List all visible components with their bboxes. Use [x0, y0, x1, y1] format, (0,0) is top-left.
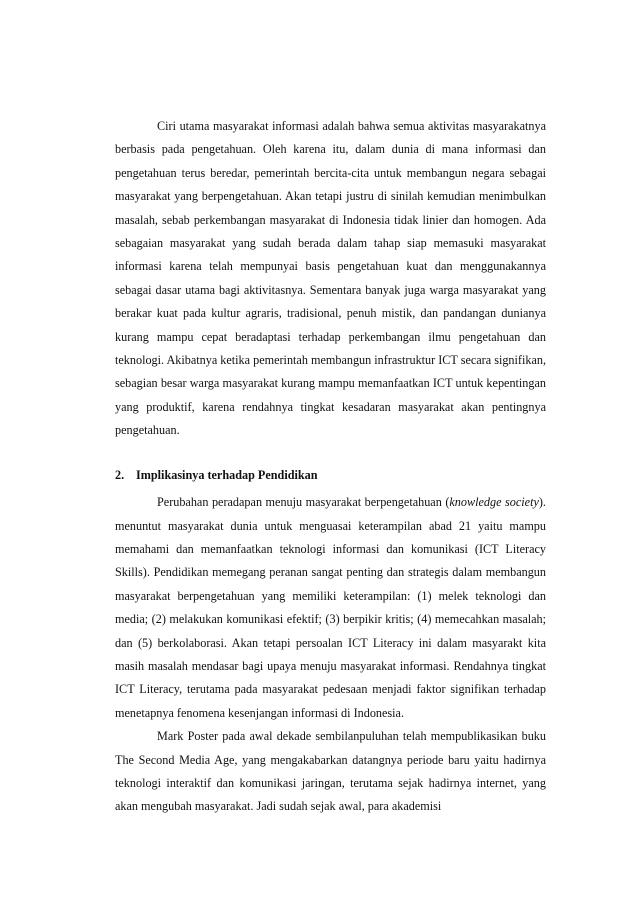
section-heading: [115, 464, 546, 487]
paragraph-text-start: Perubahan peradapan menuju masyarakat berpengetahuan (: [157, 495, 450, 510]
paragraph-information-society: Ciri utama masyarakat informasi adalah bahwa semua aktivitas masyarakatnya berbasis pada pengetahuan. Oleh karena itu, dalam dunia di mana informasi dan pengetahuan terus beredar, pemerintah bercita-cita untuk membangun negara sebagai masyarakat yang berpengetahuan. Akan tetapi justru di sinilah kemudian menimbulkan masalah, sebab perkembangan masyarakat di Indonesia tidak linier dan homogen. Ada sebagaian masyarakat yang sudah berada dalam tahap siap memasuki masyarakat informasi karena telah mempunyai basis pengetahuan kuat dan menggunakannya sebagai dasar utama bagi aktivitasnya. Sementara banyak juga warga masyarakat yang berakar kuat pada kultur agraris, tradisional, penuh mistik, dan pandangan dunianya kurang mampu cepat beradaptasi terhadap perkembangan ilmu pengetahuan dan teknologi. Akibatnya ketika pemerintah membangun infrastruktur ICT secara signifikan, sebagian besar warga masyarakat kurang mampu memanfaatkan ICT untuk kepentingan yang produktif, karena rendahnya tingkat kesadaran masyarakat akan pentingnya pengetahuan.: [115, 119, 546, 438]
paragraph-education-implication: [115, 491, 546, 725]
italic-term: knowledge society: [449, 495, 539, 510]
page-content: [115, 115, 546, 819]
paragraph-mark-poster: Mark Poster pada awal dekade sembilanpuluhan telah mempublikasikan buku The Second Media Age, yang mengakabarkan datangnya periode baru yaitu hadirnya teknologi interaktif dan komunikasi jaringan, terutama sejak hadirnya internet, yang akan mengubah masyarakat. Jadi sudah sejak awal, para akademisi: [115, 729, 546, 814]
paragraph-text-rest: ). menuntut masyarakat dunia untuk menguasai keterampilan abad 21 yaitu mampu memahami dan memanfaatkan teknologi informasi dan komunikasi (ICT Literacy Skills). Pendidikan memegang peranan sangat penting dan strategis dalam membangun masyarakat berpengetahuan yang memiliki keterampilan: (1) melek teknologi dan media; (2) melakukan komunikasi efektif; (3) berpikir kritis; (4) memecahkan masalah; dan (5) berkolaborasi. Akan tetapi persoalan ICT Literacy ini dalam masyarakt kita masih masalah mendasar bagi upaya menuju masyarakat informasi. Rendahnya tingkat ICT Literacy, terutama pada masyarakat pedesaan menjadi faktor signifikan terhadap menetapnya fenomena kesenjangan informasi di Indonesia.: [115, 495, 546, 720]
section-title: Implikasinya terhadap Pendidikan: [136, 467, 318, 482]
section-number: 2.: [115, 467, 125, 482]
